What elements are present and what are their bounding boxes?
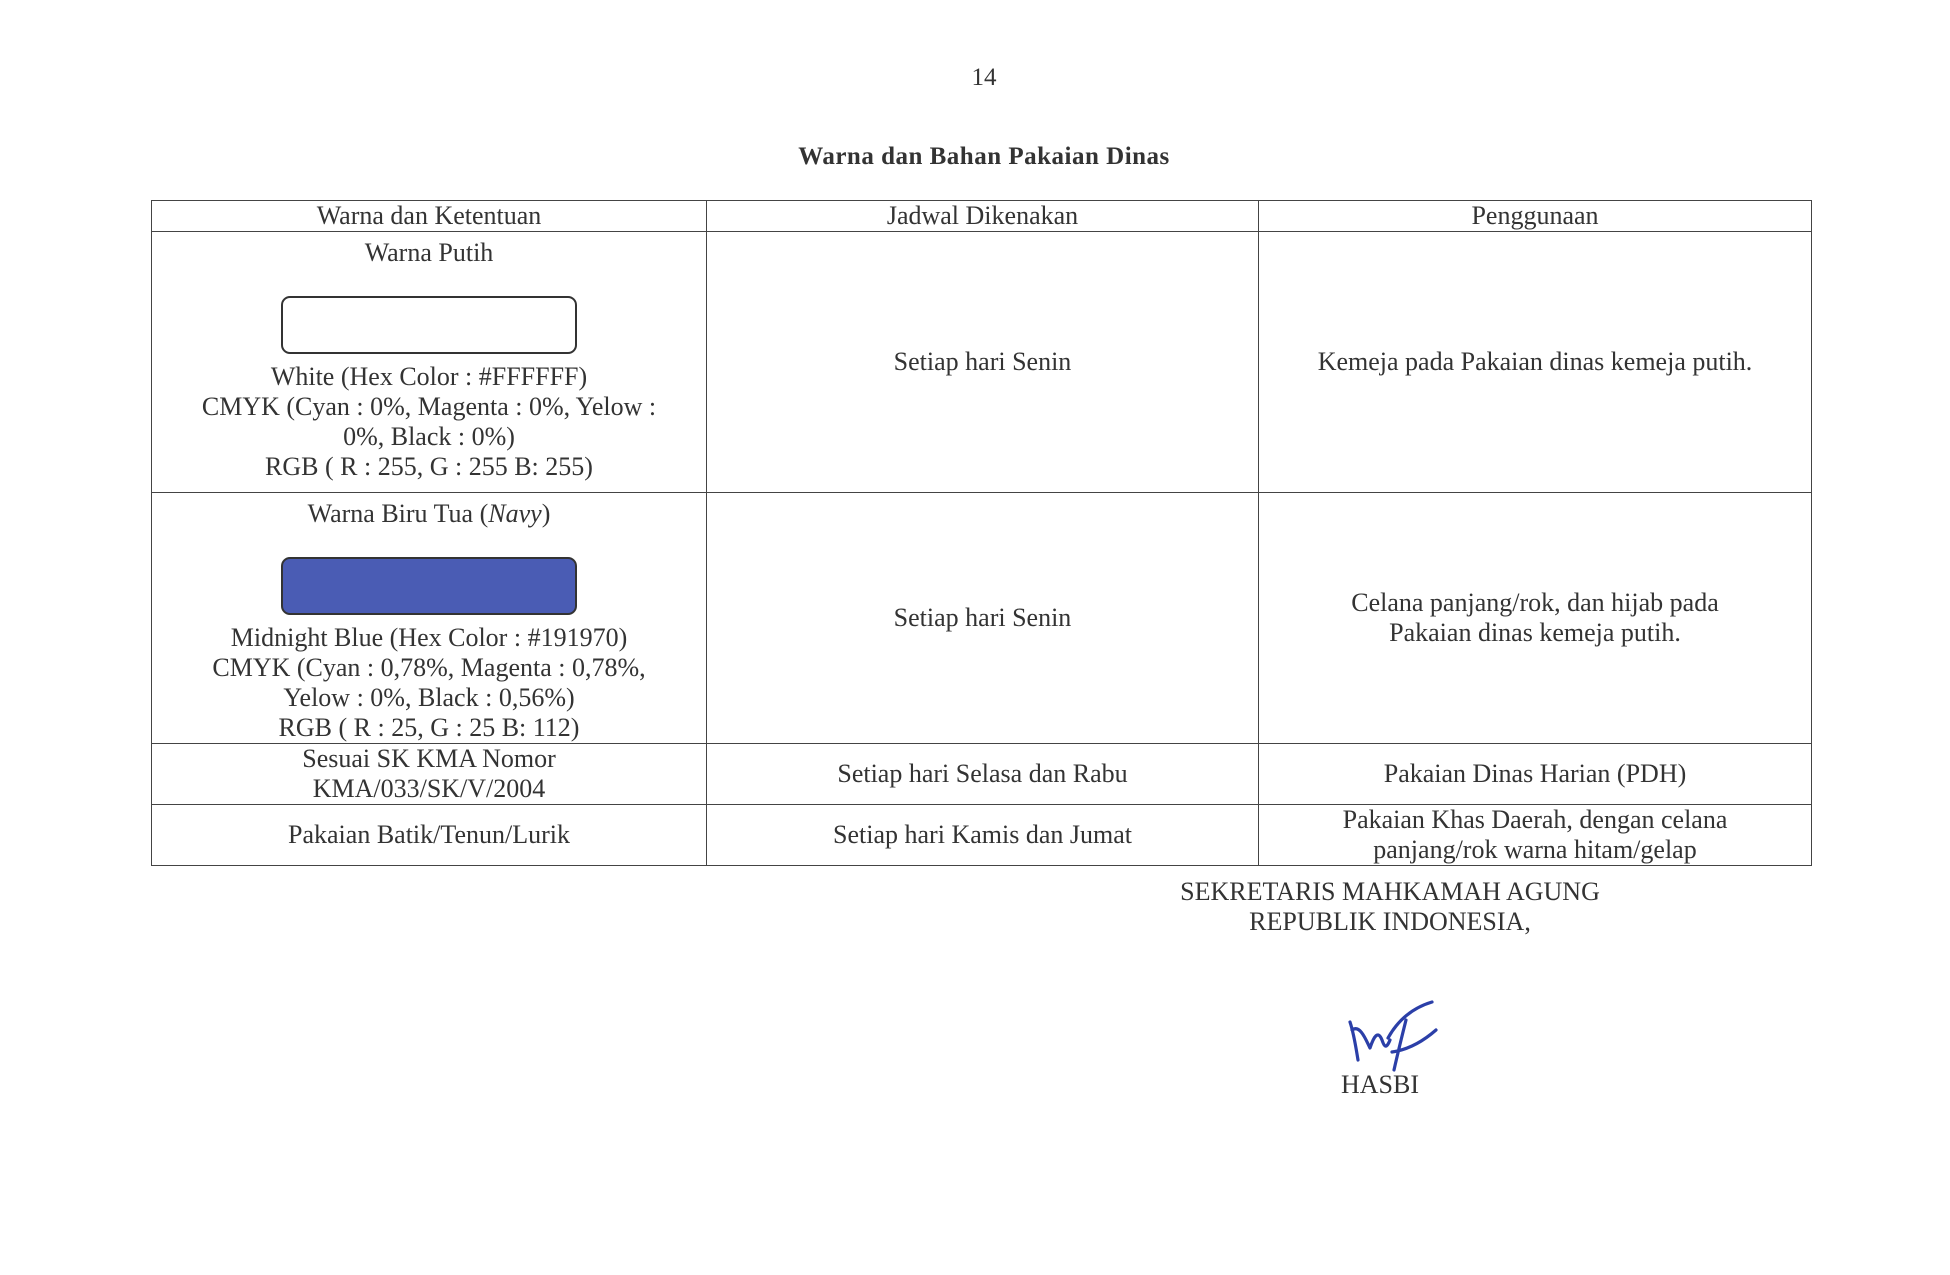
schedule-cell: Setiap hari Selasa dan Rabu xyxy=(707,744,1259,805)
spec-line: RGB ( R : 25, G : 25 B: 112) xyxy=(278,713,580,742)
signatory-title-line: SEKRETARIS MAHKAMAH AGUNG xyxy=(1180,877,1600,906)
header-color-spec: Warna dan Ketentuan xyxy=(152,201,707,232)
color-name xyxy=(166,499,692,529)
schedule-cell: Setiap hari Senin xyxy=(707,232,1259,493)
uniform-color-table xyxy=(151,200,1812,866)
header-usage: Penggunaan xyxy=(1259,201,1812,232)
color-spec-cell xyxy=(152,805,707,866)
table-header-row xyxy=(152,201,1812,232)
usage-cell xyxy=(1259,805,1812,866)
color-name-italic: Navy xyxy=(488,499,542,528)
table-row xyxy=(152,232,1812,493)
usage-line: Celana panjang/rok, dan hijab pada xyxy=(1351,588,1719,617)
usage-line: Pakaian Dinas Harian (PDH) xyxy=(1383,759,1687,788)
signatory-title xyxy=(1140,877,1640,937)
usage-cell xyxy=(1259,232,1812,493)
spec-line: Midnight Blue (Hex Color : #191970) xyxy=(230,623,628,652)
spec-line: CMYK (Cyan : 0%, Magenta : 0%, Yelow : xyxy=(201,392,657,421)
table-row xyxy=(152,493,1812,744)
spec-line: CMYK (Cyan : 0,78%, Magenta : 0,78%, xyxy=(212,653,646,682)
spec-line: White (Hex Color : #FFFFFF) xyxy=(270,362,588,391)
signature-stroke xyxy=(1350,1002,1436,1070)
spec-line: KMA/033/SK/V/2004 xyxy=(312,774,546,803)
handwritten-signature xyxy=(1336,1000,1446,1080)
spec-line: RGB ( R : 255, G : 255 B: 255) xyxy=(265,452,593,481)
table-row xyxy=(152,805,1812,866)
usage-line: Pakaian dinas kemeja putih. xyxy=(1389,618,1681,647)
signatory-title-line: REPUBLIK INDONESIA, xyxy=(1249,907,1531,936)
usage-cell xyxy=(1259,744,1812,805)
white-color-swatch xyxy=(281,296,577,354)
color-name: Warna Putih xyxy=(364,238,494,267)
spec-line: Sesuai SK KMA Nomor xyxy=(302,744,556,773)
schedule-cell: Setiap hari Senin xyxy=(707,493,1259,744)
spec-line: Yelow : 0%, Black : 0,56%) xyxy=(283,683,575,712)
header-schedule: Jadwal Dikenakan xyxy=(707,201,1259,232)
color-spec-cell xyxy=(152,232,707,493)
schedule-cell: Setiap hari Kamis dan Jumat xyxy=(707,805,1259,866)
color-name-text: ) xyxy=(541,499,551,528)
usage-line: panjang/rok warna hitam/gelap xyxy=(1373,835,1697,864)
table-row xyxy=(152,744,1812,805)
usage-line: Kemeja pada Pakaian dinas kemeja putih. xyxy=(1317,347,1753,376)
signer-name: HASBI xyxy=(1340,1070,1419,1099)
page-number: 14 xyxy=(971,64,997,91)
page-title: Warna dan Bahan Pakaian Dinas xyxy=(798,143,1170,170)
navy-color-swatch xyxy=(281,557,577,615)
spec-line: 0%, Black : 0%) xyxy=(343,422,515,451)
spec-line: Pakaian Batik/Tenun/Lurik xyxy=(288,820,570,849)
color-spec-cell xyxy=(152,744,707,805)
usage-line: Pakaian Khas Daerah, dengan celana xyxy=(1342,805,1728,834)
color-name-text: Warna Biru Tua ( xyxy=(307,499,489,528)
color-spec-cell xyxy=(152,493,707,744)
usage-cell xyxy=(1259,493,1812,744)
